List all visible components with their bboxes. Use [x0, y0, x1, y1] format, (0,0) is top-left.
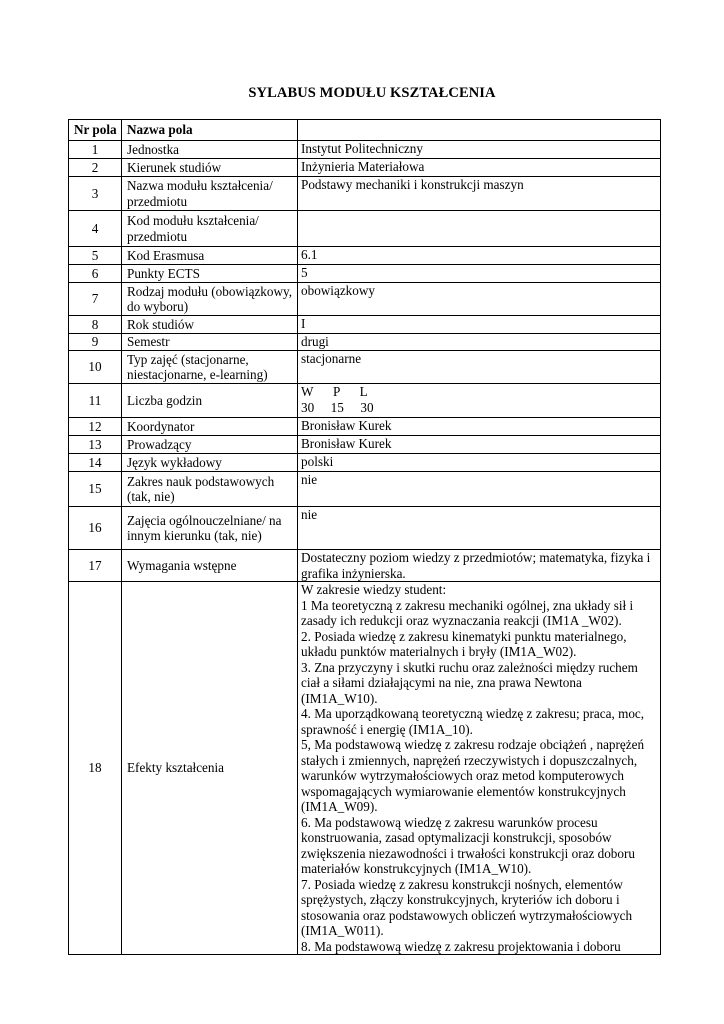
- row-field-name: Punkty ECTS: [122, 265, 298, 283]
- efekty-line: stałych i zmiennych, naprężeń rzeczywistych i dopuszczalnych,: [301, 752, 638, 768]
- row-number: 12: [69, 418, 122, 436]
- row-number: 8: [69, 316, 122, 334]
- table-row: [69, 141, 661, 159]
- row-field-value: Instytut Politechniczny: [298, 141, 661, 159]
- table-row: [69, 472, 661, 507]
- efekty-line: stosowania oraz podstawowych obliczeń wytrzymałościowych: [301, 907, 633, 923]
- row-field-value: Bronisław Kurek: [298, 436, 661, 454]
- row-field-value: Bronisław Kurek: [298, 418, 661, 436]
- efekty-line: 8. Ma podstawową wiedzę z zakresu projektowania i doboru: [301, 938, 621, 954]
- table-row: [69, 418, 661, 436]
- row-field-name: Zajęcia ogólnouczelniane/ na innym kierunku (tak, nie): [122, 507, 298, 550]
- table-row: [69, 211, 661, 247]
- row-field-value: [298, 384, 661, 418]
- efekty-line: (IM1A_W011).: [301, 923, 384, 938]
- efekty-line: 7. Posiada wiedzę z zakresu konstrukcji nośnych, elementów: [301, 876, 623, 892]
- row-field-name: Prowadzący: [122, 436, 298, 454]
- efekty-line: konstruowania, zasad optymalizacji konstrukcji, sposobów: [301, 830, 612, 845]
- table-row: [69, 316, 661, 334]
- row-field-value: polski: [298, 454, 661, 472]
- efekty-line: 1 Ma teoretyczną z zakresu mechaniki ogólnej, zna układy sił i: [301, 597, 634, 613]
- row-field-value: stacjonarne: [298, 351, 661, 384]
- efekty-line: układu punktów materialnych i bryły (IM1A_W02).: [301, 644, 577, 659]
- row-number: 16: [69, 507, 122, 550]
- row-number: 13: [69, 436, 122, 454]
- row-field-name: Rodzaj modułu (obowiązkowy, do wyboru): [122, 283, 298, 316]
- hours-types: W P L: [301, 384, 368, 399]
- document-title: SYLABUS MODUŁU KSZTAŁCENIA: [248, 85, 496, 101]
- row-field-name: Liczba godzin: [122, 384, 298, 418]
- row-field-name: Wymagania wstępne: [122, 550, 298, 582]
- row-number: 18: [69, 582, 122, 955]
- row-field-value: Dostateczny poziom wiedzy z przedmiotów; matematyka, fizyka i grafika inżynierska.: [298, 550, 661, 582]
- row-field-value: nie: [298, 507, 661, 550]
- row-field-value: I: [298, 316, 661, 334]
- row-field-value: nie: [298, 472, 661, 507]
- table-row: [69, 247, 661, 265]
- row-field-name: Kod Erasmusa: [122, 247, 298, 265]
- efekty-line: wspomagających wymiarowanie elementów konstrukcyjnych: [301, 783, 626, 799]
- efekty-line: 3. Zna przyczyny i skutki ruchu oraz zależności między ruchem: [301, 659, 638, 675]
- efekty-line: ciał a siłami działającymi na nie, zna prawa Newtona: [301, 675, 582, 690]
- row-field-name: Koordynator: [122, 418, 298, 436]
- row-number: 11: [69, 384, 122, 418]
- table-row: [69, 351, 661, 384]
- table-header-row: [69, 120, 661, 141]
- table-row: [69, 334, 661, 351]
- efekty-line: zasady ich redukcji oraz wyznaczania reakcji (IM1A _W02).: [301, 613, 622, 628]
- table-row: [69, 550, 661, 582]
- row-number: 9: [69, 334, 122, 351]
- row-field-name: Nazwa modułu kształcenia/ przedmiotu: [122, 177, 298, 211]
- row-number: 5: [69, 247, 122, 265]
- row-field-name: Kierunek studiów: [122, 159, 298, 177]
- row-field-value: drugi: [298, 334, 661, 351]
- row-number: 6: [69, 265, 122, 283]
- header-name: Nazwa pola: [122, 120, 298, 141]
- syllabus-table: [68, 119, 661, 955]
- table-row: [69, 159, 661, 177]
- row-field-value: [298, 582, 661, 955]
- table-row: [69, 454, 661, 472]
- table-row: [69, 265, 661, 283]
- row-number: 14: [69, 454, 122, 472]
- efekty-line: 4. Ma uporządkowaną teoretyczną wiedzę z zakresu; praca, moc,: [301, 706, 645, 721]
- efekty-line: materiałów konstrukcyjnych (IM1A_W10).: [301, 861, 532, 876]
- row-field-name: Efekty kształcenia: [122, 582, 298, 955]
- efekty-line: 2. Posiada wiedzę z zakresu kinematyki punktu materialnego,: [301, 628, 627, 644]
- row-field-value: 5: [298, 265, 661, 283]
- table-row: [69, 384, 661, 418]
- row-field-value: [298, 211, 661, 247]
- row-field-name: Semestr: [122, 334, 298, 351]
- row-number: 10: [69, 351, 122, 384]
- efekty-line: (IM1A_W09).: [301, 799, 378, 814]
- efekty-line: warunków wytrzymałościowych oraz metod komputerowych: [301, 768, 625, 783]
- header-nr: Nr pola: [69, 120, 122, 141]
- row-number: 15: [69, 472, 122, 507]
- row-field-name: Kod modułu kształcenia/ przedmiotu: [122, 211, 298, 247]
- table-row: [69, 283, 661, 316]
- row-field-value: 6.1: [298, 247, 661, 265]
- row-number: 7: [69, 283, 122, 316]
- efekty-line: sprężystych, złączy konstrukcyjnych, kryteriów ich doboru i: [301, 892, 620, 907]
- efekty-line: zwiększenia niezawodności i trwałości konstrukcji oraz doboru: [301, 845, 635, 861]
- table-row: [69, 177, 661, 211]
- row-field-name: Rok studiów: [122, 316, 298, 334]
- row-field-value: Inżynieria Materiałowa: [298, 159, 661, 177]
- row-field-name: Język wykładowy: [122, 454, 298, 472]
- efekty-line: W zakresie wiedzy student:: [301, 582, 447, 597]
- efekty-line: (IM1A_W10).: [301, 690, 378, 706]
- header-value: [298, 120, 661, 141]
- row-field-value: obowiązkowy: [298, 283, 661, 316]
- row-number: 1: [69, 141, 122, 159]
- row-field-value: Podstawy mechaniki i konstrukcji maszyn: [298, 177, 661, 211]
- row-number: 2: [69, 159, 122, 177]
- row-number: 3: [69, 177, 122, 211]
- row-number: 4: [69, 211, 122, 247]
- row-field-name: Typ zajęć (stacjonarne, niestacjonarne, e-learning): [122, 351, 298, 384]
- table-row: [69, 582, 661, 955]
- table-row: [69, 436, 661, 454]
- row-field-name: Zakres nauk podstawowych (tak, nie): [122, 472, 298, 507]
- efekty-line: 5, Ma podstawową wiedzę z zakresu rodzaje obciążeń , naprężeń: [301, 737, 645, 752]
- table-row: [69, 507, 661, 550]
- efekty-line: sprawność i energię (IM1A_10).: [301, 721, 473, 737]
- row-field-name: Jednostka: [122, 141, 298, 159]
- row-number: 17: [69, 550, 122, 582]
- efekty-line: 6. Ma podstawową wiedzę z zakresu warunków procesu: [301, 814, 598, 830]
- hours-values: 30 15 30: [301, 399, 374, 415]
